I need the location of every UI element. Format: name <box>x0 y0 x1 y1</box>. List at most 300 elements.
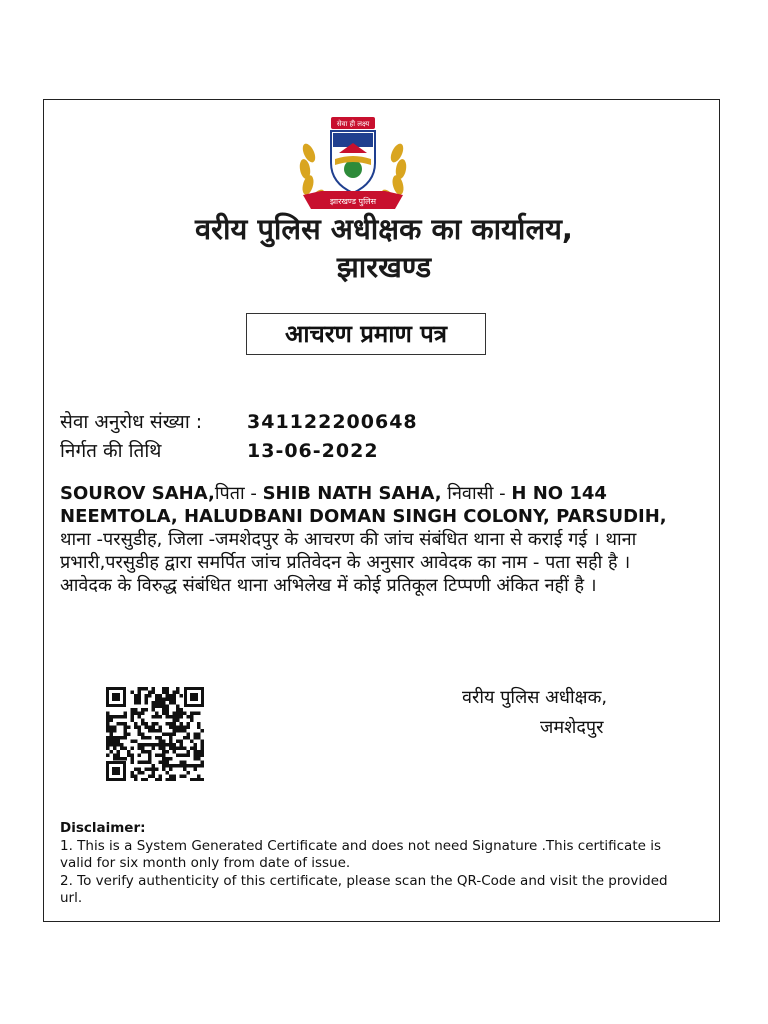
qr-module <box>106 740 110 744</box>
qr-module <box>166 757 170 761</box>
qr-module <box>169 778 173 781</box>
request-number-label: सेवा अनुरोध संख्या : <box>60 411 203 433</box>
qr-module <box>117 740 121 744</box>
emblem-motto: सेवा ही लक्ष्य <box>336 120 370 128</box>
qr-module <box>145 708 149 712</box>
qr-module <box>162 698 166 702</box>
qr-module <box>159 747 163 751</box>
emblem-ribbon-text: झारखण्ड पुलिस <box>329 197 377 206</box>
qr-module <box>166 761 170 765</box>
qr-module <box>141 750 145 754</box>
qr-module <box>159 705 163 709</box>
qr-module <box>113 757 117 761</box>
qr-module <box>176 719 180 723</box>
qr-module <box>106 743 110 747</box>
qr-module <box>138 694 142 698</box>
qr-module <box>183 747 187 751</box>
qr-module <box>162 747 166 751</box>
qr-module <box>138 691 142 695</box>
qr-module <box>113 740 117 744</box>
qr-module <box>138 715 142 719</box>
qr-module <box>159 775 163 779</box>
qr-module <box>173 726 177 730</box>
qr-module <box>159 736 163 740</box>
qr-module <box>110 726 114 730</box>
issue-date-row <box>60 439 379 463</box>
qr-module <box>110 733 114 737</box>
qr-module <box>194 754 198 758</box>
qr-module <box>190 764 194 768</box>
qr-module <box>124 712 128 716</box>
qr-module <box>131 775 135 779</box>
qr-module <box>141 719 145 723</box>
qr-module <box>169 701 173 705</box>
qr-module <box>134 726 138 730</box>
certificate-title: आचरण प्रमाण पत्र <box>246 313 486 355</box>
office-title: वरीय पुलिस अधीक्षक का कार्यालय, <box>195 212 573 246</box>
qr-module <box>166 712 170 716</box>
qr-module <box>180 715 184 719</box>
qr-module <box>187 736 191 740</box>
qr-module <box>166 698 170 702</box>
qr-module <box>138 701 142 705</box>
qr-module <box>162 687 166 691</box>
qr-module <box>180 764 184 768</box>
qr-module <box>117 743 121 747</box>
qr-module <box>162 740 166 744</box>
qr-module <box>197 733 201 737</box>
qr-module <box>127 733 131 737</box>
qr-module <box>159 743 163 747</box>
qr-module <box>162 743 166 747</box>
qr-module <box>138 729 142 733</box>
qr-module <box>173 722 177 726</box>
qr-module <box>194 736 198 740</box>
qr-module <box>180 729 184 733</box>
qr-module <box>141 736 145 740</box>
qr-module <box>138 743 142 747</box>
qr-module <box>155 715 159 719</box>
qr-module <box>138 771 142 775</box>
qr-module <box>152 701 156 705</box>
qr-module <box>176 764 180 768</box>
qr-module <box>131 740 135 744</box>
qr-module <box>131 747 135 751</box>
qr-module <box>131 761 135 765</box>
qr-module <box>201 778 205 781</box>
qr-module <box>183 775 187 779</box>
qr-module <box>197 757 201 761</box>
qr-module <box>152 705 156 709</box>
qr-module <box>152 691 156 695</box>
disclaimer-point-2: 2. To verify authenticity of this certificate, please scan the QR-Code and visit the provided url. <box>60 872 668 906</box>
qr-module <box>152 775 156 779</box>
qr-module <box>159 761 163 765</box>
qr-module <box>106 722 110 726</box>
qr-module <box>173 691 177 695</box>
disclaimer-heading: Disclaimer: <box>60 820 146 836</box>
qr-module <box>134 712 138 716</box>
qr-module <box>166 771 170 775</box>
office-state: झारखण्ड <box>336 250 432 284</box>
qr-module <box>148 768 152 772</box>
qr-module <box>113 747 117 751</box>
qr-module <box>173 764 177 768</box>
qr-module <box>166 708 170 712</box>
qr-module <box>176 691 180 695</box>
qr-module <box>187 715 191 719</box>
qr-module <box>176 712 180 716</box>
qr-module <box>155 712 159 716</box>
qr-module <box>190 747 194 751</box>
qr-module <box>110 750 114 754</box>
qr-module <box>120 757 124 761</box>
qr-module <box>131 771 135 775</box>
qr-module <box>134 775 138 779</box>
qr-module <box>141 747 145 751</box>
qr-module <box>176 708 180 712</box>
qr-module <box>162 754 166 758</box>
qr-module <box>183 736 187 740</box>
qr-module <box>134 722 138 726</box>
qr-module <box>173 775 177 779</box>
qr-module <box>148 726 152 730</box>
qr-module <box>169 726 173 730</box>
qr-module <box>152 715 156 719</box>
jharkhand-police-emblem <box>295 113 411 217</box>
qr-module <box>194 733 198 737</box>
qr-module <box>162 712 166 716</box>
qr-module <box>159 726 163 730</box>
qr-module <box>180 743 184 747</box>
qr-module <box>180 694 184 698</box>
qr-module <box>194 768 198 772</box>
qr-module <box>197 722 201 726</box>
request-number-value: 341122200648 <box>247 411 418 433</box>
qr-module <box>145 736 149 740</box>
qr-module <box>159 694 163 698</box>
qr-module <box>169 698 173 702</box>
signatory-location: जमशेदपुर <box>540 717 604 738</box>
qr-module <box>120 715 124 719</box>
qr-module <box>155 736 159 740</box>
qr-module <box>180 722 184 726</box>
qr-module <box>201 754 205 758</box>
qr-module <box>155 701 159 705</box>
qr-module <box>197 778 201 781</box>
qr-module <box>106 729 110 733</box>
qr-module <box>162 750 166 754</box>
qr-module <box>141 743 145 747</box>
qr-module <box>176 747 180 751</box>
qr-module <box>166 694 170 698</box>
qr-module <box>162 708 166 712</box>
qr-module <box>138 698 142 702</box>
qr-module <box>117 715 121 719</box>
qr-module <box>173 733 177 737</box>
qr-module <box>187 726 191 730</box>
qr-module <box>166 750 170 754</box>
disclaimer-point-1: 1. This is a System Generated Certificate and does not need Signature .This certificate is valid for six month only from date of issue. <box>60 837 662 871</box>
qr-module <box>152 768 156 772</box>
qr-module <box>141 722 145 726</box>
qr-module <box>124 715 128 719</box>
verification-qr-code <box>106 687 204 781</box>
qr-module <box>155 768 159 772</box>
qr-module <box>138 726 142 730</box>
qr-module <box>159 701 163 705</box>
qr-module <box>145 687 149 691</box>
qr-module <box>106 736 110 740</box>
qr-module <box>138 712 142 716</box>
qr-module <box>106 754 110 758</box>
qr-module <box>162 733 166 737</box>
qr-module <box>127 754 131 758</box>
qr-module <box>155 778 159 781</box>
qr-module <box>110 736 114 740</box>
signatory-designation: वरीय पुलिस अधीक्षक, <box>462 687 608 708</box>
qr-module <box>152 729 156 733</box>
qr-module <box>173 694 177 698</box>
qr-module <box>155 754 159 758</box>
qr-module <box>201 750 205 754</box>
qr-module <box>166 687 170 691</box>
qr-module <box>148 694 152 698</box>
qr-module <box>176 740 180 744</box>
qr-module <box>187 750 191 754</box>
qr-module <box>183 764 187 768</box>
qr-module <box>197 750 201 754</box>
qr-module <box>155 698 159 702</box>
qr-module <box>169 775 173 779</box>
qr-module <box>155 743 159 747</box>
qr-module <box>201 740 205 744</box>
qr-module <box>159 729 163 733</box>
qr-module <box>169 715 173 719</box>
father-name: SHIB NATH SAHA, <box>262 483 442 504</box>
qr-module <box>180 740 184 744</box>
qr-module <box>173 719 177 723</box>
qr-module <box>134 740 138 744</box>
qr-module <box>145 694 149 698</box>
qr-module <box>148 754 152 758</box>
qr-module <box>106 712 110 716</box>
issue-date-label: निर्गत की तिथि <box>60 440 162 462</box>
qr-module <box>145 743 149 747</box>
qr-module <box>183 761 187 765</box>
qr-module <box>159 740 163 744</box>
qr-module <box>183 729 187 733</box>
applicant-name: SOUROV SAHA, <box>60 483 215 504</box>
qr-module <box>201 743 205 747</box>
qr-module <box>190 715 194 719</box>
qr-module <box>166 722 170 726</box>
qr-module <box>180 726 184 730</box>
qr-module <box>194 750 198 754</box>
qr-module <box>134 694 138 698</box>
qr-module <box>141 761 145 765</box>
qr-module <box>145 750 149 754</box>
qr-module <box>169 743 173 747</box>
qr-module <box>138 761 142 765</box>
qr-module <box>120 722 124 726</box>
qr-module <box>176 715 180 719</box>
qr-module <box>173 698 177 702</box>
qr-module <box>152 687 156 691</box>
qr-module <box>124 757 128 761</box>
qr-module <box>183 768 187 772</box>
qr-module <box>120 743 124 747</box>
qr-module <box>106 747 110 751</box>
qr-module <box>145 722 149 726</box>
qr-module <box>106 719 110 723</box>
qr-module <box>187 722 191 726</box>
qr-module <box>201 764 205 768</box>
father-label: पिता - <box>214 483 263 504</box>
qr-module <box>131 691 135 695</box>
qr-module <box>166 691 170 695</box>
qr-module <box>176 687 180 691</box>
qr-module <box>145 698 149 702</box>
qr-module <box>152 726 156 730</box>
qr-module <box>131 754 135 758</box>
qr-module <box>180 754 184 758</box>
qr-module <box>173 747 177 751</box>
qr-module <box>169 768 173 772</box>
qr-module <box>134 768 138 772</box>
qr-module <box>145 701 149 705</box>
qr-module <box>117 736 121 740</box>
qr-module <box>197 712 201 716</box>
qr-module <box>141 712 145 716</box>
qr-module <box>187 733 191 737</box>
qr-module <box>148 736 152 740</box>
qr-module <box>145 778 149 781</box>
qr-module <box>155 705 159 709</box>
qr-module <box>183 712 187 716</box>
qr-module <box>159 715 163 719</box>
qr-module <box>148 750 152 754</box>
qr-module <box>194 757 198 761</box>
qr-module <box>166 778 170 781</box>
qr-module <box>190 719 194 723</box>
resident-label: निवासी - <box>441 483 512 504</box>
qr-module <box>162 701 166 705</box>
qr-module <box>169 747 173 751</box>
qr-module <box>127 750 131 754</box>
qr-module <box>113 715 117 719</box>
qr-module <box>138 747 142 751</box>
qr-module <box>176 754 180 758</box>
qr-module <box>173 729 177 733</box>
qr-module <box>134 698 138 702</box>
qr-module <box>183 726 187 730</box>
qr-module <box>120 747 124 751</box>
qr-module <box>148 743 152 747</box>
qr-module <box>169 736 173 740</box>
qr-module <box>124 736 128 740</box>
qr-module <box>145 726 149 730</box>
qr-module <box>131 715 135 719</box>
qr-module <box>176 726 180 730</box>
qr-module <box>180 747 184 751</box>
qr-module <box>187 771 191 775</box>
qr-module <box>190 778 194 781</box>
qr-module <box>113 754 117 758</box>
qr-module <box>141 778 145 781</box>
qr-module <box>131 708 135 712</box>
qr-module <box>166 733 170 737</box>
qr-module <box>145 768 149 772</box>
qr-module <box>187 764 191 768</box>
qr-module <box>190 712 194 716</box>
qr-module <box>194 743 198 747</box>
qr-module <box>187 754 191 758</box>
qr-module <box>148 775 152 779</box>
qr-module <box>194 778 198 781</box>
qr-module <box>176 729 180 733</box>
qr-module <box>169 740 173 744</box>
qr-module <box>155 694 159 698</box>
qr-module <box>138 754 142 758</box>
qr-module <box>159 754 163 758</box>
qr-module <box>120 736 124 740</box>
qr-module <box>201 761 205 765</box>
qr-module <box>183 754 187 758</box>
qr-module <box>162 705 166 709</box>
qr-module <box>117 757 121 761</box>
qr-module <box>155 729 159 733</box>
qr-module <box>148 761 152 765</box>
qr-module <box>159 778 163 781</box>
qr-module <box>138 768 142 772</box>
qr-module <box>124 747 128 751</box>
qr-module <box>169 764 173 768</box>
qr-module <box>148 729 152 733</box>
qr-module <box>110 743 114 747</box>
qr-module <box>173 778 177 781</box>
qr-module <box>197 754 201 758</box>
qr-module <box>194 747 198 751</box>
qr-module <box>145 761 149 765</box>
qr-module <box>152 743 156 747</box>
qr-module <box>169 733 173 737</box>
qr-module <box>113 726 117 730</box>
qr-module <box>162 691 166 695</box>
qr-module <box>110 729 114 733</box>
qr-module <box>173 750 177 754</box>
qr-module <box>162 761 166 765</box>
certificate-body <box>60 482 680 597</box>
qr-module <box>180 775 184 779</box>
qr-module <box>106 715 110 719</box>
qr-module <box>197 736 201 740</box>
qr-module <box>197 764 201 768</box>
qr-module <box>117 750 121 754</box>
qr-module <box>138 733 142 737</box>
qr-module <box>113 729 117 733</box>
qr-module <box>173 712 177 716</box>
qr-module <box>152 722 156 726</box>
qr-module <box>141 733 145 737</box>
qr-module <box>173 715 177 719</box>
qr-module <box>169 694 173 698</box>
qr-module <box>134 778 138 781</box>
qr-module <box>110 715 114 719</box>
qr-module <box>169 722 173 726</box>
qr-module <box>127 726 131 730</box>
qr-module <box>113 736 117 740</box>
